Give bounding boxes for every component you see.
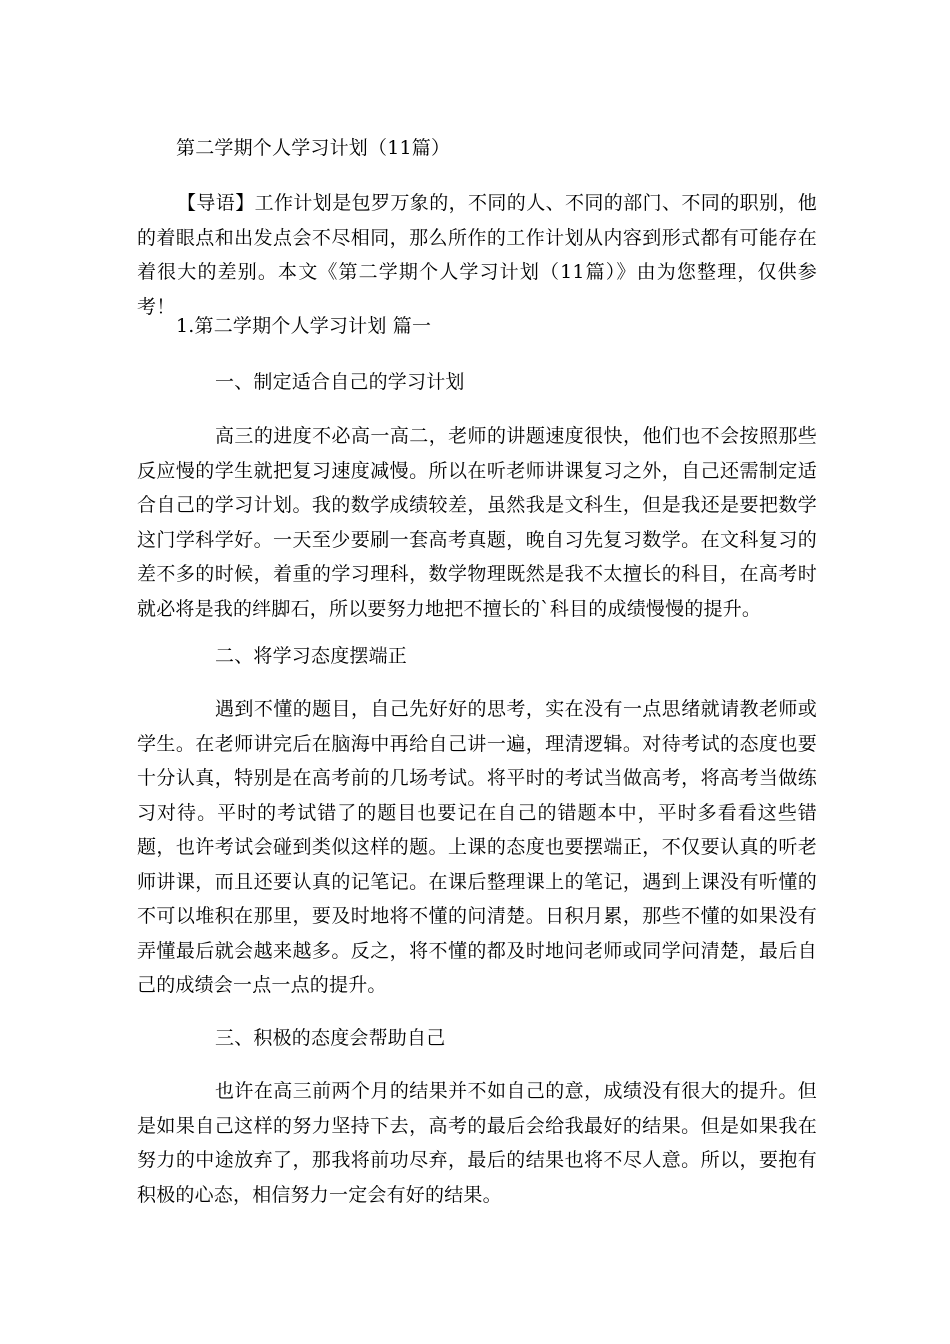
paragraph-3: 也许在高三前两个月的结果并不如自己的意，成绩没有很大的提升。但是如果自己这样的努力坚持下去，高考的最后会给我最好的结果。但是如果我在努力的中途放弃了，那我将前功尽弃，最后的结果也将不尽人意。所以，要抱有积极的心态，相信努力一定会有好的结果。 bbox=[137, 1080, 817, 1206]
paragraph-1: 高三的进度不必高一高二，老师的讲题速度很快，他们也不会按照那些反应慢的学生就把复习速度减慢。所以在听老师讲课复习之外，自己还需制定适合自己的学习计划。我的数学成绩较差，虽然我是文科生，但是我还是要把数学这门学科学好。一天至少要刷一套高考真题，晚自习先复习数学。在文科复习的差不多的时候，着重的学习理科，数学物理既然是我不太擅长的科目，在高考时就必将是我的绊脚石，所以要努力地把不擅长的`科目的成绩慢慢的提升。 bbox=[137, 425, 817, 620]
document-title: 第二学期个人学习计划（11篇） bbox=[176, 137, 451, 159]
paragraph-2: 遇到不懂的题目，自己先好好的思考，实在没有一点思绪就请教老师或学生。在老师讲完后在脑海中再给自己讲一遍，理清逻辑。对待考试的态度也要十分认真，特别是在高考前的几场考试。将平时的考试当做高考，将高考当做练习对待。平时的考试错了的题目也要记在自己的错题本中，平时多看看这些错题，也许考试会碰到类似这样的题。上课的态度也要摆端正，不仅要认真的听老师讲课，而且还要认真的记笔记。在课后整理课上的笔记，遇到上课没有听懂的不可以堆积在那里，要及时地将不懂的问清楚。日积月累，那些不懂的如果没有弄懂最后就会越来越多。反之，将不懂的都及时地问老师或同学问清楚，最后自己的成绩会一点一点的提升。 bbox=[137, 698, 817, 996]
subheading-1: 一、制定适合自己的学习计划 bbox=[215, 371, 465, 393]
section-heading-1: 1.第二学期个人学习计划 篇一 bbox=[176, 315, 432, 337]
intro-paragraph: 【导语】工作计划是包罗万象的，不同的人、不同的部门、不同的职别，他的着眼点和出发点会不尽相同，那么所作的工作计划从内容到形式都有可能存在着很大的差别。本文《第二学期个人学习计划（11篇）》由为您整理，仅供参考！ bbox=[137, 192, 817, 318]
subheading-2: 二、将学习态度摆端正 bbox=[215, 645, 408, 667]
subheading-3: 三、积极的态度会帮助自己 bbox=[215, 1027, 446, 1049]
